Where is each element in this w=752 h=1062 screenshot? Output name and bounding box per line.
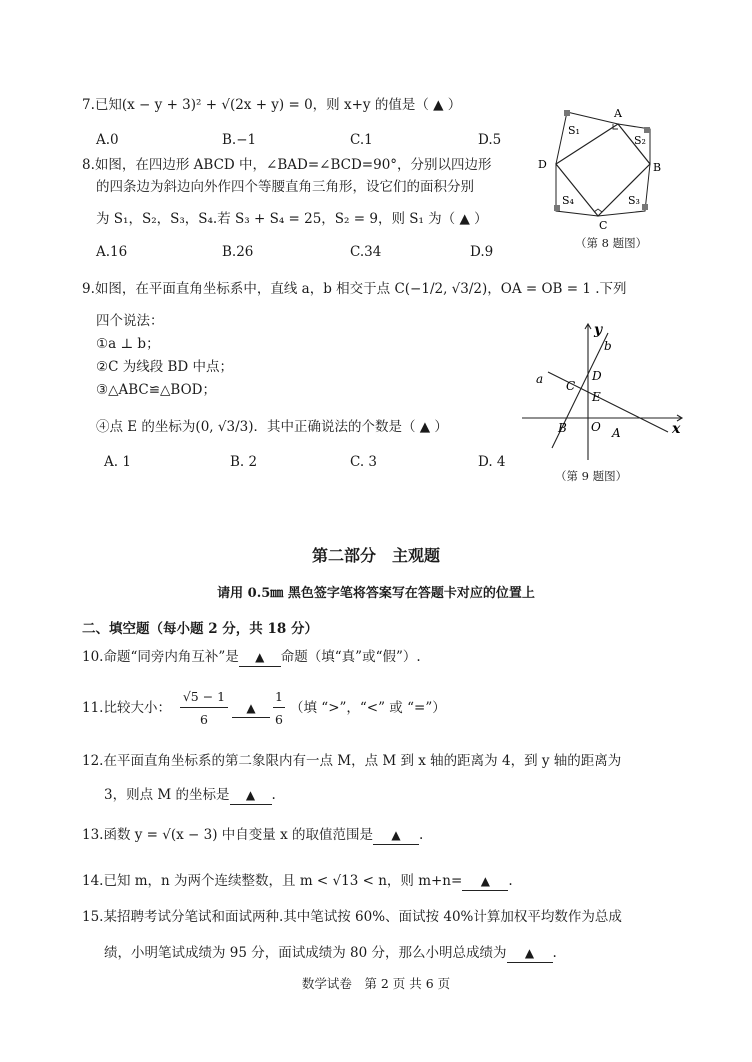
q13-blank-marker: ▲ xyxy=(391,828,401,842)
page-footer: 数学试卷 第 2 页 共 6 页 xyxy=(301,976,451,991)
q10-blank-marker: ▲ xyxy=(255,650,265,664)
fig9-label-b: b xyxy=(604,339,612,353)
q7-option-b: B.−1 xyxy=(222,132,257,148)
fig9-label-o: O xyxy=(591,420,601,434)
q9-statement-1: ①a ⊥ b； xyxy=(96,336,160,352)
q11-frac1-denominator: 6 xyxy=(200,712,208,727)
q10-text-pre: 10.命题“同旁内角互补”是 xyxy=(82,649,239,665)
q9-statement-2: ②C 为线段 BD 中点； xyxy=(96,359,234,375)
q10-answer-blank xyxy=(239,648,281,667)
section2-heading: 二、填空题（每小题 2 分，共 18 分） xyxy=(82,621,318,637)
q9-statement-4: ④点 E 的坐标为(0, √3/3)．其中正确说法的个数是（ ▲ ） xyxy=(96,419,448,435)
q7-text: 7.已知(x − y + 3)² + √(2x + y) = 0，则 x+y 的值是（ ▲ ） xyxy=(82,97,462,113)
q9-statement-3: ③△ABC≌△BOD； xyxy=(96,382,216,398)
fig9-label-a-point: A xyxy=(612,426,621,440)
fig9-label-y: y xyxy=(594,322,603,338)
fig9-label-x: x xyxy=(672,421,681,437)
q14-line xyxy=(82,872,513,891)
fig9-label-c: C xyxy=(566,379,576,393)
q11-frac2-numerator: 1 xyxy=(275,689,283,704)
q7-option-d: D.5 xyxy=(478,132,502,148)
q8-option-d: D.9 xyxy=(470,244,494,260)
q8-option-b: B.26 xyxy=(222,244,254,260)
q11-frac2-bar xyxy=(273,707,285,708)
figure-9 xyxy=(520,318,695,463)
part2-instruction: 请用 0.5㎜ 黑色签字笔将答案写在答题卡对应的位置上 xyxy=(217,586,535,601)
q12-blank-marker: ▲ xyxy=(245,788,256,802)
q12-text-post: . xyxy=(271,787,276,803)
fig8-label-s2: S₂ xyxy=(634,134,646,147)
q9-option-b: B. 2 xyxy=(230,454,258,470)
q13-answer-blank xyxy=(373,826,419,845)
q9-line1: 9.如图，在平面直角坐标系中，直线 a，b 相交于点 C(−1/2, √3/2)，OA = OB = 1 .下列 xyxy=(82,281,627,297)
q15-blank-marker: ▲ xyxy=(524,946,535,960)
q10-text-post: 命题（填“真”或“假”）. xyxy=(280,649,421,665)
fig9-caption: （第 9 题图） xyxy=(555,469,628,483)
q15-text-post: . xyxy=(552,945,557,961)
fig8-label-s4: S₄ xyxy=(562,194,574,207)
q11-pre: 11.比较大小： xyxy=(82,700,171,716)
q11-blank-underline xyxy=(232,699,270,718)
figure-8 xyxy=(532,100,672,230)
q14-blank-marker: ▲ xyxy=(480,874,490,888)
q14-text-post: . xyxy=(508,873,513,889)
q14-answer-blank xyxy=(462,872,508,891)
fig8-caption: （第 8 题图） xyxy=(575,236,648,250)
q11-frac2-denominator: 6 xyxy=(275,712,283,727)
fig8-label-c: C xyxy=(599,219,608,230)
fig8-label-s3: S₃ xyxy=(628,194,640,207)
fig9-label-b-point: B xyxy=(558,421,567,435)
fig9-label-e: E xyxy=(592,390,601,404)
q14-text-pre: 14.已知 m，n 为两个连续整数，且 m < √13 < n，则 m+n= xyxy=(82,873,463,889)
q11-blank-marker: ▲ xyxy=(246,701,256,715)
q9-option-a: A. 1 xyxy=(104,454,131,470)
fig9-label-d: D xyxy=(592,369,602,383)
fig9-label-a: a xyxy=(536,372,544,386)
q8-option-c: C.34 xyxy=(350,244,382,260)
q11-frac1-numerator: √5 − 1 xyxy=(182,689,226,704)
q12-line1: 12.在平面直角坐标系的第二象限内有一点 M，点 M 到 x 轴的距离为 4，到 y 轴的距离为 xyxy=(82,753,622,769)
q12-text-pre: 3，则点 M 的坐标是 xyxy=(104,787,230,803)
q8-option-a: A.16 xyxy=(96,244,128,260)
fig8-label-b: B xyxy=(653,161,662,174)
q15-text-pre: 绩，小明笔试成绩为 95 分，面试成绩为 80 分，那么小明总成绩为 xyxy=(104,945,507,961)
q8-line2: 的四条边为斜边向外作四个等腰直角三角形，设它们的面积分别 xyxy=(96,179,474,195)
q13-line xyxy=(82,826,423,845)
part2-title: 第二部分 主观题 xyxy=(311,546,440,565)
q8-line3: 为 S₁，S₂，S₃，S₄.若 S₃ + S₄ = 25，S₂ = 9，则 S₁ 为（ ▲ ） xyxy=(96,211,488,227)
fig8-label-a: A xyxy=(614,107,622,120)
q7-option-c: C.1 xyxy=(350,132,373,148)
fig8-label-d: D xyxy=(538,158,547,171)
q12-answer-blank xyxy=(230,786,272,805)
q9-option-d: D. 4 xyxy=(478,454,506,470)
q15-line1: 15.某招聘考试分笔试和面试两种.其中笔试按 60%、面试按 40%计算加权平均数作为总成 xyxy=(82,909,622,925)
q15-line2 xyxy=(104,944,557,963)
q9-line2: 四个说法： xyxy=(96,313,164,329)
q8-line1: 8.如图，在四边形 ABCD 中，∠BAD=∠BCD=90°，分别以四边形 xyxy=(82,157,492,173)
fig8-label-s1: S₁ xyxy=(568,124,580,137)
q15-answer-blank xyxy=(507,944,553,963)
q7-option-a: A.0 xyxy=(96,132,119,148)
q11-answer-blank xyxy=(232,699,270,718)
q13-text-post: . xyxy=(419,827,424,843)
q11-post: （填 “>”，“<” 或 “=”） xyxy=(290,700,446,716)
q11-frac1-bar xyxy=(180,707,228,708)
q12-line2 xyxy=(104,786,276,805)
q10-line xyxy=(82,648,421,667)
q13-text-pre: 13.函数 y = √(x − 3) 中自变量 x 的取值范围是 xyxy=(82,827,374,843)
q9-option-c: C. 3 xyxy=(350,454,378,470)
